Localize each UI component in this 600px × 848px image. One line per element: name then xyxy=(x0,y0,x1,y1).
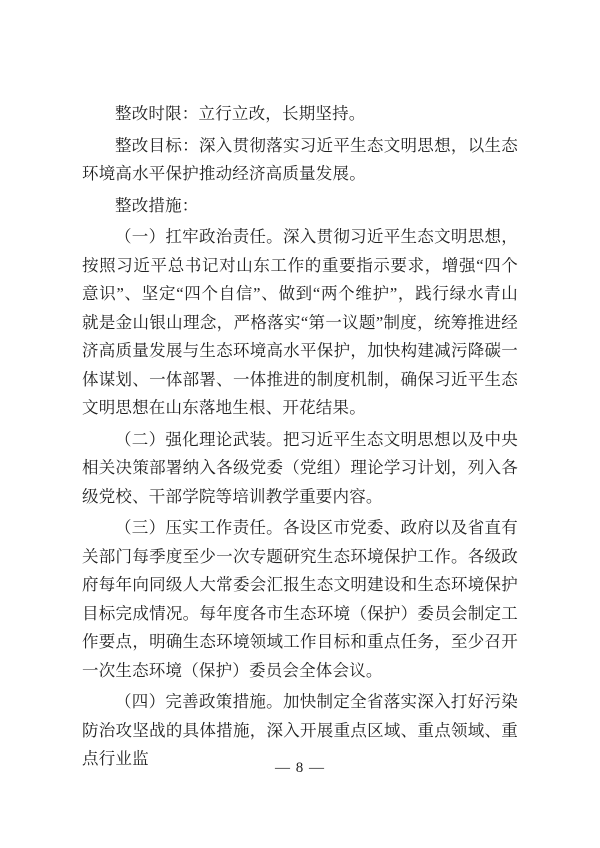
para-measure-4: （四）完善政策措施。加快制定全省落实深入打好污染防治攻坚战的具体措施，深入开展重点区域、重点领域、重点行业监 xyxy=(82,692,518,768)
para-rectification-goal: 整改目标：深入贯彻落实习近平生态文明思想，以生态环境高水平保护推动经济高质量发展。 xyxy=(82,135,518,183)
para-rectification-measures-heading: 整改措施： xyxy=(115,195,199,215)
para-measure-3: （三）压实工作责任。各设区市党委、政府以及省直有关部门每季度至少一次专题研究生态环境保护工作。各级政府每年向同级人大常委会汇报生态文明建设和生态环境保护目标完成情况。每年度各市生态环境（保护）委员会制定工作要点，明确生态环境领域工作目标和重点任务，至少召开一次生态环境（保护）委员会全体会议。 xyxy=(82,518,518,680)
para-rectification-deadline: 整改时限：立行立改，长期坚持。 xyxy=(115,104,366,123)
para-measure-1: （一）扛牢政治责任。深入贯彻习近平生态文明思想，按照习近平总书记对山东工作的重要指示要求，增强“四个意识”、坚定“四个自信”、做到“两个维护”，践行绿水青山就是金山银山理念，严格落实“第一议题”制度，统筹推进经济高质量发展与生态环境高水平保护，加快构建减污降碳一体谋划、一体部署、一体推进的制度机制，确保习近平生态文明思想在山东落地生根、开花结果。 xyxy=(82,227,518,417)
para-measure-2: （二）强化理论武装。把习近平生态文明思想以及中央相关决策部署纳入各级党委（党组）理论学习计划，列入各级党校、干部学院等培训教学重要内容。 xyxy=(82,429,518,506)
page-number: — 8 — xyxy=(275,760,325,776)
document-body xyxy=(82,100,518,774)
